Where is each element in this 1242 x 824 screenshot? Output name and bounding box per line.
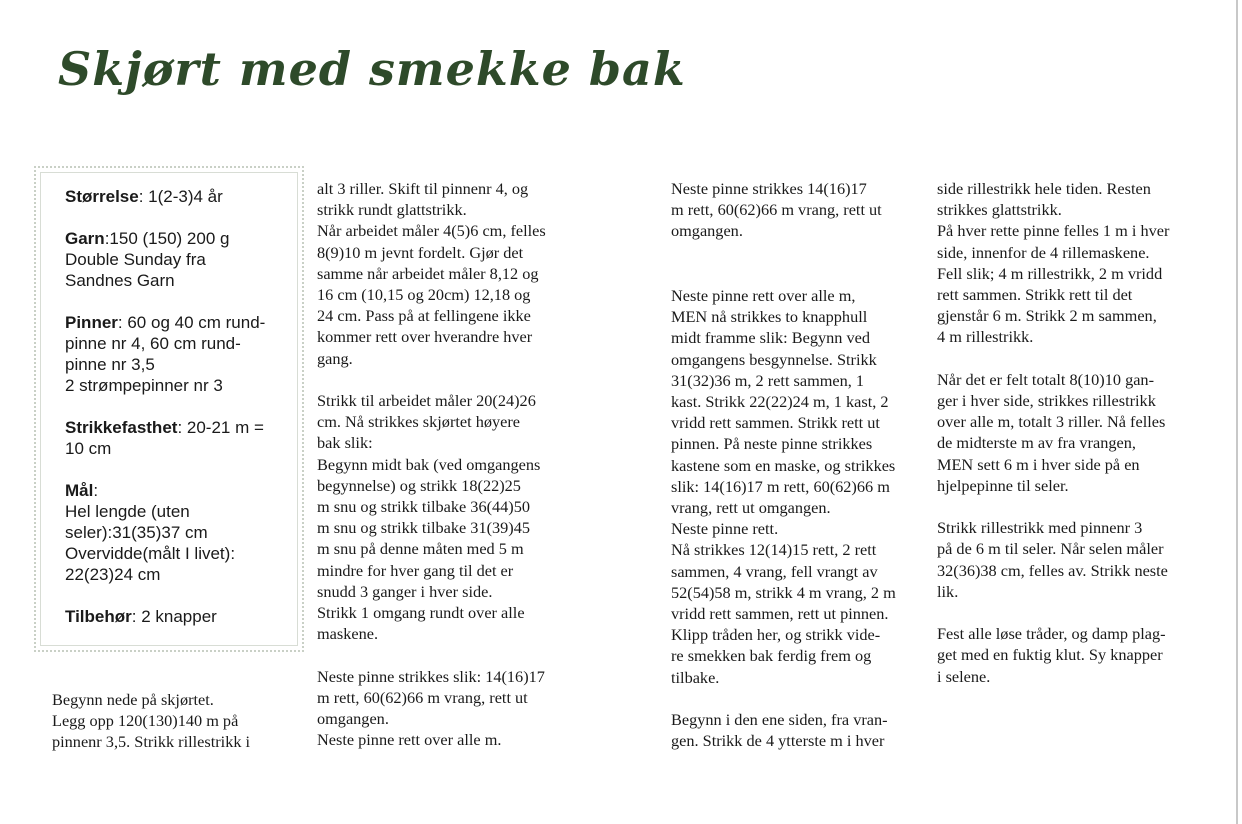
text-line: Nå strikkes 12(14)15 rett, 2 rett: [671, 540, 877, 560]
text-line: Når arbeidet måler 4(5)6 cm, felles: [317, 221, 546, 241]
spec-yarn-line: Sandnes Garn: [65, 271, 175, 290]
text-line: re smekken bak ferdig frem og: [671, 646, 872, 666]
text-line: pinnenr 3,5. Strikk rillestrikk i: [52, 732, 251, 752]
paragraph-gap: [317, 369, 546, 390]
spec-needles-line: 2 strømpepinner nr 3: [65, 376, 223, 395]
text-line: Neste pinne strikkes 14(16)17: [671, 179, 867, 198]
text-line: omgangens besgynnelse. Strikk: [671, 349, 877, 369]
text-line: Når det er felt totalt 8(10)10 gan-: [937, 369, 1154, 389]
text-line: gang.: [317, 348, 353, 368]
text-line: Legg opp 120(130)140 m på: [52, 711, 239, 731]
spec-size-label: Størrelse: [65, 187, 139, 206]
text-line: bak slik:: [317, 433, 373, 453]
text-line: begynnelse) og strikk 18(22)25: [317, 475, 521, 495]
text-line: hjelpepinne til seler.: [937, 475, 1069, 495]
text-line: side, innenfor de 4 rillemaskene.: [937, 242, 1150, 262]
text-line: omgangen.: [671, 221, 743, 241]
text-line: 8(9)10 m jevnt fordelt. Gjør det: [317, 242, 524, 262]
text-line: 32(36)38 cm, felles av. Strikk neste: [937, 560, 1168, 580]
text-column-1: [52, 689, 250, 753]
spec-box: [65, 186, 290, 648]
spec-yarn-line: Double Sunday fra: [65, 250, 206, 269]
text-line: m snu og strikk tilbake 31(39)45: [317, 518, 530, 538]
spec-gauge: [65, 417, 290, 459]
text-line: kastene som en maske, og strikkes: [671, 455, 896, 475]
text-line: på de 6 m til seler. Når selen måler: [937, 539, 1164, 559]
spec-measure: [65, 480, 290, 585]
spec-size: [65, 186, 290, 207]
text-line: m snu og strikk tilbake 36(44)50: [317, 497, 530, 517]
text-line: sammen, 4 vrang, fell vrangt av: [671, 561, 878, 581]
spec-size-value: : 1(2-3)4 år: [138, 187, 223, 206]
text-line: side rillestrikk hele tiden. Resten: [937, 179, 1151, 198]
text-line: over alle m, totalt 3 riller. Nå felles: [937, 412, 1166, 432]
text-line: Begynn nede på skjørtet.: [52, 690, 214, 709]
text-line: Strikk rillestrikk med pinnenr 3: [937, 518, 1143, 538]
text-line: midt framme slik: Begynn ved: [671, 328, 870, 348]
spec-yarn-label: Garn: [65, 229, 105, 248]
text-line: slik: 14(16)17 m rett, 60(62)66 m: [671, 476, 890, 496]
text-line: vrang, rett ut omgangen.: [671, 498, 831, 518]
spec-measure-line: :: [93, 481, 99, 500]
text-line: rett sammen. Strikk rett til det: [937, 285, 1133, 305]
text-line: m snu på denne måten med 5 m: [317, 539, 524, 559]
spec-measure-line: 22(23)24 cm: [65, 565, 161, 584]
text-column-3-top: [671, 178, 882, 242]
text-line: tilbake.: [671, 667, 720, 687]
spec-measure-label: Mål: [65, 481, 94, 500]
spec-needles: [65, 312, 290, 396]
text-column-3: [671, 285, 896, 751]
text-line: strikkes glattstrikk.: [937, 200, 1062, 220]
spec-gauge-line: : 20-21 m =: [177, 418, 264, 437]
text-line: Fest alle løse tråder, og damp plag-: [937, 624, 1166, 644]
text-line: Neste pinne rett over alle m,: [671, 286, 856, 305]
text-line: ger i hver side, strikkes rillestrikk: [937, 391, 1156, 411]
text-line: get med en fuktig klut. Sy knapper: [937, 645, 1163, 665]
text-line: 24 cm. Pass på at fellingene ikke: [317, 306, 531, 326]
spec-measure-line: seler):31(35)37 cm: [65, 523, 208, 542]
text-line: MEN sett 6 m i hver side på en: [937, 454, 1140, 474]
text-line: samme når arbeidet måler 8,12 og: [317, 263, 539, 283]
spec-accessories-value: : 2 knapper: [131, 607, 217, 626]
text-line: strikk rundt glattstrikk.: [317, 200, 467, 220]
text-line: 31(32)36 m, 2 rett sammen, 1: [671, 370, 865, 390]
text-line: kommer rett over hverandre hver: [317, 327, 533, 347]
text-line: omgangen.: [317, 709, 389, 729]
paragraph-gap: [937, 496, 1169, 517]
text-line: Neste pinne rett over alle m.: [317, 730, 502, 750]
text-line: vridd rett sammen, rett ut pinnen.: [671, 604, 889, 624]
text-column-4: [937, 178, 1169, 687]
text-line: Strikk til arbeidet måler 20(24)26: [317, 391, 536, 411]
text-line: 52(54)58 m, strikk 4 m vrang, 2 m: [671, 582, 896, 602]
paragraph-gap: [671, 688, 896, 709]
text-line: i selene.: [937, 666, 991, 686]
page-title: Skjørt med smekke bak: [58, 42, 686, 96]
text-line: pinnen. På neste pinne strikkes: [671, 434, 873, 454]
text-line: Begynn i den ene siden, fra vran-: [671, 710, 888, 730]
spec-gauge-line: 10 cm: [65, 439, 112, 458]
page-edge: [1236, 0, 1238, 824]
text-line: mindre for hver gang til det er: [317, 560, 514, 580]
text-line: m rett, 60(62)66 m vrang, rett ut: [317, 687, 528, 707]
text-line: vridd rett sammen. Strikk rett ut: [671, 413, 880, 433]
spec-yarn-line: :150 (150) 200 g: [104, 229, 230, 248]
spec-accessories-label: Tilbehør: [65, 607, 132, 626]
paragraph-gap: [937, 602, 1169, 623]
spec-accessories: [65, 606, 290, 627]
spec-measure-line: Overvidde(målt I livet):: [65, 544, 236, 563]
spec-yarn: [65, 228, 290, 291]
text-line: MEN nå strikkes to knapphull: [671, 307, 868, 327]
text-line: 4 m rillestrikk.: [937, 327, 1034, 347]
spec-gauge-label: Strikkefasthet: [65, 418, 178, 437]
spec-needles-line: : 60 og 40 cm rund-: [117, 313, 266, 332]
paragraph-gap: [937, 348, 1169, 369]
text-column-2: [317, 178, 546, 750]
paragraph-gap: [317, 644, 546, 665]
text-line: snudd 3 ganger i hver side.: [317, 581, 493, 601]
text-line: kast. Strikk 22(22)24 m, 1 kast, 2: [671, 392, 889, 412]
text-line: Neste pinne strikkes slik: 14(16)17: [317, 666, 545, 686]
text-line: lik.: [937, 581, 959, 601]
text-line: Begynn midt bak (ved omgangens: [317, 454, 541, 474]
text-line: gen. Strikk de 4 ytterste m i hver: [671, 731, 885, 751]
spec-needles-label: Pinner: [65, 313, 118, 332]
text-line: m rett, 60(62)66 m vrang, rett ut: [671, 200, 882, 220]
text-line: gjenstår 6 m. Strikk 2 m sammen,: [937, 306, 1157, 326]
text-line: Strikk 1 omgang rundt over alle: [317, 603, 525, 623]
text-line: de midterste m av fra vrangen,: [937, 433, 1136, 453]
text-line: Klipp tråden her, og strikk vide-: [671, 625, 881, 645]
text-line: maskene.: [317, 624, 379, 644]
text-line: alt 3 riller. Skift til pinnenr 4, og: [317, 179, 529, 198]
spec-measure-line: Hel lengde (uten: [65, 502, 190, 521]
text-line: cm. Nå strikkes skjørtet høyere: [317, 412, 521, 432]
spec-needles-line: pinne nr 4, 60 cm rund-: [65, 334, 241, 353]
spec-needles-line: pinne nr 3,5: [65, 355, 155, 374]
text-line: Neste pinne rett.: [671, 519, 779, 539]
text-line: På hver rette pinne felles 1 m i hver: [937, 221, 1170, 241]
text-line: Fell slik; 4 m rillestrikk, 2 m vridd: [937, 263, 1163, 283]
text-line: 16 cm (10,15 og 20cm) 12,18 og: [317, 285, 531, 305]
